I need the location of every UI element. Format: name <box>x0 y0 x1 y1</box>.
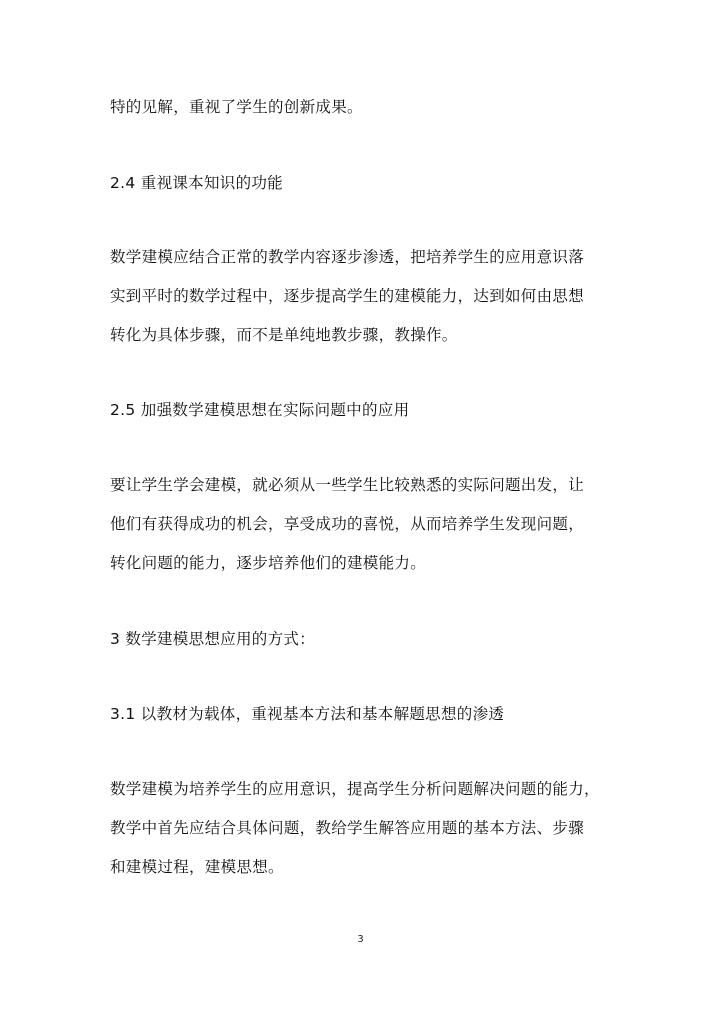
paragraph-line: 数学建模应结合正常的教学内容逐步渗透，把培养学生的应用意识落 <box>110 248 585 266</box>
section-heading-2-5: 2.5 加强数学建模思想在实际问题中的应用 <box>110 401 410 419</box>
paragraph-line: 和建模过程，建模思想。 <box>110 858 284 876</box>
paragraph-line: 实到平时的数学过程中，逐步提高学生的建模能力，达到如何由思想 <box>110 287 585 305</box>
paragraph-line: 数学建模为培养学生的应用意识，提高学生分析问题解决问题的能力， <box>110 780 600 798</box>
paragraph-line: 教学中首先应结合具体问题，教给学生解答应用题的基本方法、步骤 <box>110 819 585 837</box>
section-heading-3: 3 数学建模思想应用的方式： <box>110 630 315 648</box>
paragraph-line: 他们有获得成功的机会，享受成功的喜悦，从而培养学生发现问题， <box>110 515 585 533</box>
paragraph-line: 特的见解，重视了学生的创新成果。 <box>110 98 363 116</box>
page-number: 3 <box>357 934 364 945</box>
paragraph-line: 要让学生学会建模，就必须从一些学生比较熟悉的实际问题出发，让 <box>110 476 585 494</box>
paragraph-line: 转化为具体步骤，而不是单纯地教步骤，教操作。 <box>110 326 458 344</box>
paragraph-line: 转化问题的能力，逐步培养他们的建模能力。 <box>110 554 427 572</box>
section-heading-3-1: 3.1 以教材为载体，重视基本方法和基本解题思想的渗透 <box>110 705 505 723</box>
section-heading-2-4: 2.4 重视课本知识的功能 <box>110 174 283 192</box>
